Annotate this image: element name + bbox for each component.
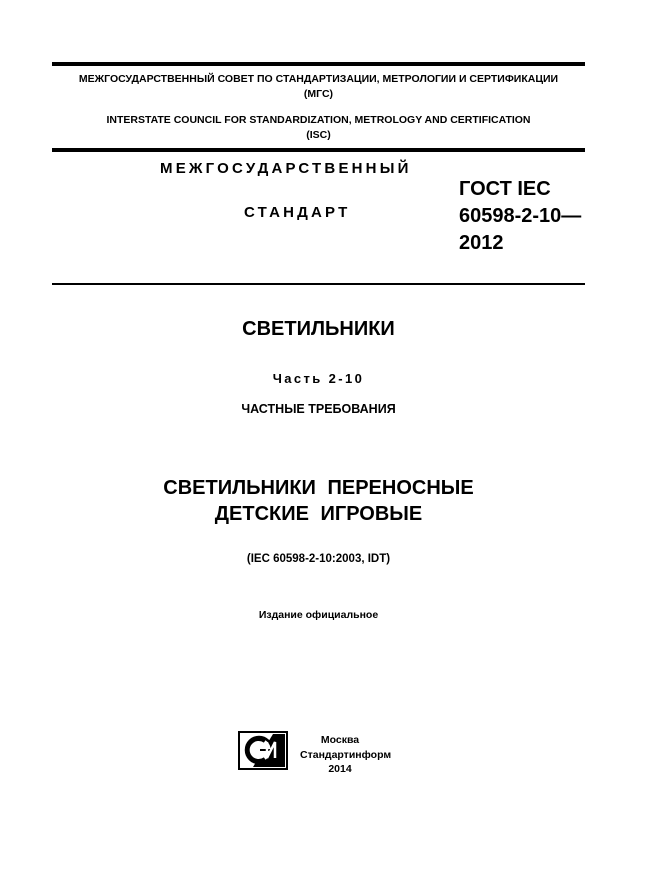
main-title: СВЕТИЛЬНИКИ	[242, 318, 395, 340]
gost-code-line1: ГОСТ IEC	[459, 178, 551, 200]
edition-note: Издание официальное	[258, 609, 379, 621]
standartinform-logo-icon	[237, 728, 289, 773]
header-bottom-rule	[52, 148, 585, 152]
subtitle	[52, 475, 585, 527]
council-en-line1: INTERSTATE COUNCIL FOR STANDARDIZATION, METROLOGY AND CERTIFICATION	[106, 114, 531, 126]
subtitle-line2: ДЕТСКИЕ ИГРОВЫЕ	[214, 503, 423, 525]
council-en-line2: (ISC)	[306, 129, 331, 141]
standard-word: СТАНДАРТ	[244, 204, 351, 221]
gost-code-line2: 60598-2-10—	[459, 205, 582, 227]
designation-bottom-rule	[52, 283, 585, 285]
publisher-year: 2014	[328, 763, 352, 775]
publisher-name: Стандартинформ	[300, 748, 392, 761]
publisher-block	[300, 733, 392, 777]
council-en	[52, 113, 585, 143]
interstate-word: МЕЖГОСУДАРСТВЕННЫЙ	[160, 160, 412, 177]
council-ru-line1: МЕЖГОСУДАРСТВЕННЫЙ СОВЕТ ПО СТАНДАРТИЗАЦИИ, МЕТРОЛОГИИ И СЕРТИФИКАЦИИ	[78, 73, 559, 85]
council-ru	[52, 72, 585, 102]
part-number: Часть 2-10	[272, 371, 365, 386]
publisher-city: Москва	[320, 734, 360, 746]
gost-code-line3: 2012	[459, 232, 504, 254]
requirements-title: ЧАСТНЫЕ ТРЕБОВАНИЯ	[241, 402, 396, 416]
council-ru-line2: (МГС)	[303, 88, 334, 100]
subtitle-line1: СВЕТИЛЬНИКИ ПЕРЕНОСНЫЕ	[163, 477, 474, 499]
top-rule	[52, 62, 585, 66]
iec-reference: (IEC 60598-2-10:2003, IDT)	[246, 553, 391, 565]
gost-code	[459, 176, 581, 257]
